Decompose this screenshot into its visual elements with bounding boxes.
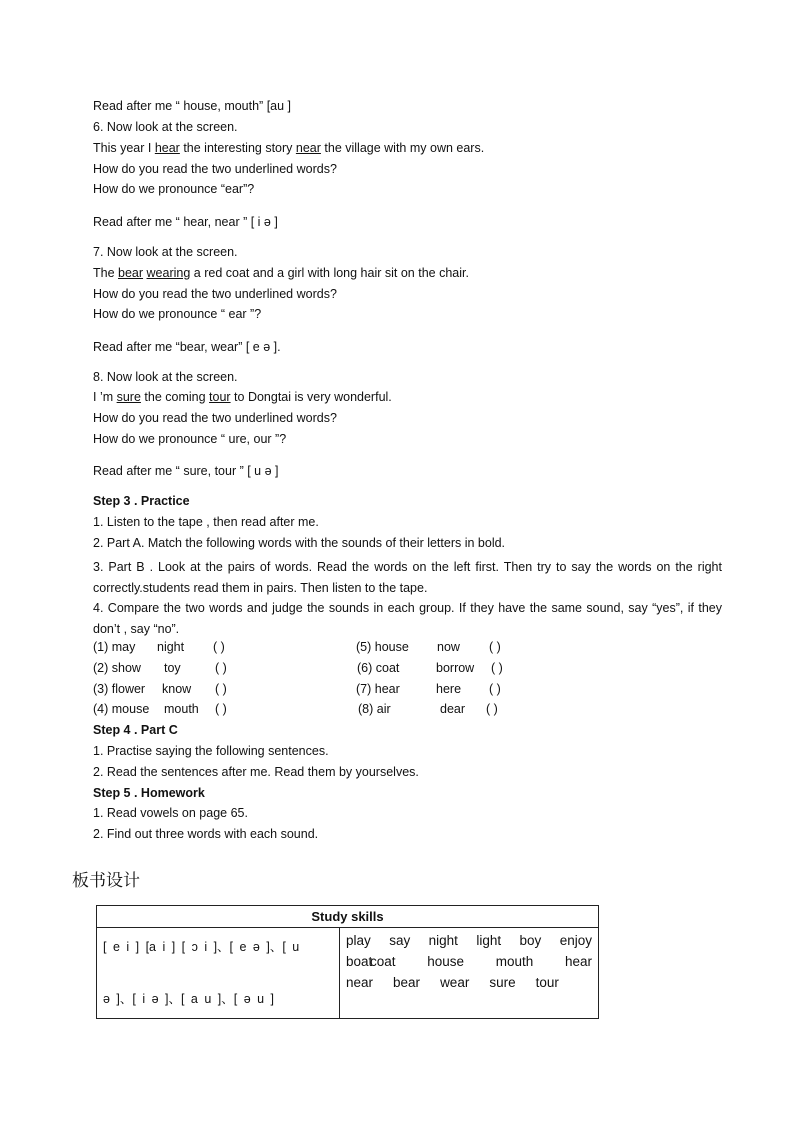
pair-word: now: [437, 640, 460, 654]
text-span: the coming: [140, 390, 210, 404]
example-word: coat: [369, 954, 396, 969]
text-span: I ’m: [93, 390, 117, 404]
example-words-cell: [340, 928, 599, 1019]
pair-number: (8) air: [358, 702, 391, 716]
example-word: house: [427, 954, 465, 969]
answer-blank: ( ): [215, 682, 227, 696]
pair-word: dear: [440, 702, 466, 716]
text-span: to Dongtai is very wonderful.: [230, 390, 392, 404]
text-line: [93, 141, 484, 156]
underlined-word: sure: [116, 390, 141, 404]
text-line: How do we pronounce “ ure, our ”?: [93, 432, 287, 446]
answer-blank: ( ): [215, 702, 227, 716]
pair-number: (5) house: [356, 640, 409, 654]
pair-number: (2) show: [93, 661, 141, 675]
text-line: How do we pronounce “ ear ”?: [93, 307, 262, 321]
underlined-word: tour: [209, 390, 231, 404]
pair-word: mouth: [164, 702, 199, 716]
table-title: Study skills: [97, 906, 599, 928]
text-line: How do you read the two underlined words?: [93, 287, 337, 301]
text-line: 1. Practise saying the following sentences.: [93, 744, 329, 758]
example-word: enjoy: [559, 933, 592, 948]
answer-blank: ( ): [486, 702, 498, 716]
example-word: tour: [535, 975, 559, 990]
text-line: [93, 266, 469, 281]
text-line: 8. Now look at the screen.: [93, 370, 238, 384]
text-span: This year I: [93, 141, 155, 155]
phonetic-symbols-cell: [97, 928, 340, 1019]
word-row: [346, 972, 592, 993]
example-word: sure: [489, 975, 516, 990]
example-word: say: [389, 933, 411, 948]
text-line: [93, 390, 392, 405]
text-span: The: [93, 266, 119, 280]
example-word: night: [428, 933, 458, 948]
text-line: Read after me “ hear, near ” [ i ə ]: [93, 215, 278, 229]
example-word: near: [346, 975, 374, 990]
text-line: 6. Now look at the screen.: [93, 120, 238, 134]
text-line: 2. Part A. Match the following words with the sounds of their letters in bold.: [93, 536, 506, 550]
step-heading: Step 4 . Part C: [93, 723, 178, 737]
example-word: mouth: [495, 954, 534, 969]
text-line: How do we pronounce “ear”?: [93, 182, 255, 196]
step-heading: Step 3 . Practice: [93, 494, 190, 508]
answer-blank: ( ): [215, 661, 227, 675]
pair-number: (6) coat: [357, 661, 400, 675]
text-line: 7. Now look at the screen.: [93, 245, 238, 259]
example-word: boat: [346, 954, 373, 969]
answer-blank: ( ): [213, 640, 225, 654]
pair-number: (1) may: [93, 640, 136, 654]
pair-word: borrow: [436, 661, 475, 675]
underlined-word: bear: [118, 266, 144, 280]
underlined-word: hear: [154, 141, 180, 155]
text-line: 1. Listen to the tape , then read after me.: [93, 515, 319, 529]
pair-word: know: [162, 682, 192, 696]
pair-number: (3) flower: [93, 682, 146, 696]
example-word: bear: [393, 975, 421, 990]
answer-blank: ( ): [489, 682, 501, 696]
step-heading: Step 5 . Homework: [93, 786, 205, 800]
pair-number: (4) mouse: [93, 702, 150, 716]
text-line: 2. Read the sentences after me. Read them by yourselves.: [93, 765, 419, 779]
pair-word: here: [436, 682, 462, 696]
example-word: wear: [440, 975, 470, 990]
board-design-heading: 板书设计: [72, 871, 140, 891]
ipa-line: [ e i ] [a i ] [ ɔ i ]、[ e ə ]、[ u: [103, 940, 300, 954]
text-paragraph: 3. Part B . Look at the pairs of words. Read the words on the left first. Then try to say the words on the right correctly.students read them in pairs. Then listen to the tape.: [93, 560, 722, 595]
text-line: Read after me “bear, wear” [ e ə ].: [93, 340, 281, 354]
text-span: the village with my own ears.: [320, 141, 485, 155]
text-line: How do you read the two underlined words?: [93, 162, 337, 176]
ipa-line: ə ]、[ i ə ]、[ a u ]、[ ə u ]: [103, 992, 275, 1006]
word-row: [346, 951, 592, 972]
pair-number: (7) hear: [356, 682, 400, 696]
underlined-word: near: [295, 141, 321, 155]
text-span: the interesting story: [179, 141, 296, 155]
example-word: play: [346, 933, 371, 948]
text-line: Read after me “ house, mouth” [au ]: [93, 99, 292, 113]
pair-word: toy: [164, 661, 181, 675]
text-line: 1. Read vowels on page 65.: [93, 806, 248, 820]
example-word: light: [476, 933, 502, 948]
underlined-word: wearing: [146, 266, 191, 280]
text-line: How do you read the two underlined words?: [93, 411, 337, 425]
example-word: boy: [519, 933, 542, 948]
pair-word: night: [157, 640, 185, 654]
study-skills-table: [96, 905, 599, 1019]
text-span: a red coat and a girl with long hair sit on the chair.: [190, 266, 469, 280]
answer-blank: ( ): [489, 640, 501, 654]
text-paragraph: 4. Compare the two words and judge the sounds in each group. If they have the same sound, say “yes”, if they don’t , say “no”.: [93, 601, 722, 636]
example-word: hear: [564, 954, 592, 969]
answer-blank: ( ): [491, 661, 503, 675]
word-row: [346, 930, 592, 951]
text-line: Read after me “ sure, tour ” [ u ə ]: [93, 464, 279, 478]
text-line: 2. Find out three words with each sound.: [93, 827, 319, 841]
